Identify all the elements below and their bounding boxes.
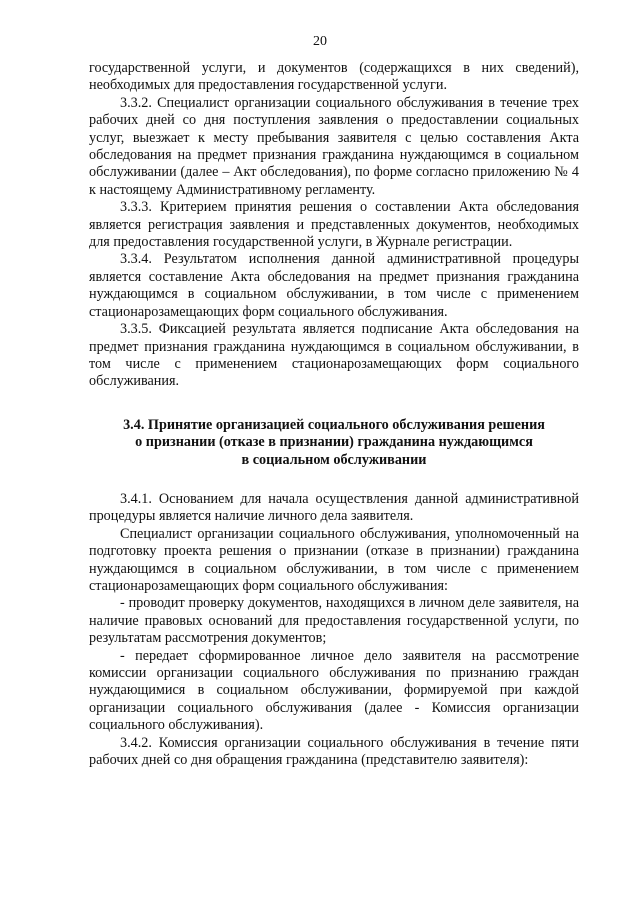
- paragraph-specialist: Специалист организации социального обслуживания, уполномоченный на подготовку проекта решения о признании (отказе в признании) гражданина нуждающимся в социальном обслуживании, в том числе с применением стационарозамещающих форм социального обслуживания:: [89, 525, 579, 594]
- section-heading-line: о признании (отказе в признании) гражданина нуждающимся: [135, 434, 533, 451]
- paragraph-3-3-4: 3.3.4. Результатом исполнения данной административной процедуры является составление Акта обследования на предмет признания гражданина нуждающимся в социальном обслуживании, в том числе с применением стационарозамещающих форм социального обслуживания.: [89, 251, 579, 320]
- page-number: 20: [313, 34, 327, 49]
- section-heading-3-4: [89, 417, 579, 469]
- paragraph-3-3-3: 3.3.3. Критерием принятия решения о составлении Акта обследования является регистрация заявления и представленных документов, необходимых для предоставления государственной услуги, в Журнале регистрации.: [89, 199, 579, 251]
- paragraph-3-3-5: 3.3.5. Фиксацией результата является подписание Акта обследования на предмет признания гражданина нуждающимся в социальном обслуживании, в том числе с применением стационарозамещающих форм социального обслуживания.: [89, 321, 579, 390]
- document-body: [89, 60, 579, 769]
- section-heading-line: в социальном обслуживании: [241, 451, 427, 468]
- paragraph-3-4-2: 3.4.2. Комиссия организации социального обслуживания в течение пяти рабочих дней со дня обращения гражданина (представителю заявителя):: [89, 734, 579, 769]
- list-item-check-documents: - проводит проверку документов, находящихся в личном деле заявителя, на наличие правовых оснований для предоставления государственной услуги, по результатам рассмотрения документов;: [89, 595, 579, 647]
- paragraph-continuation: государственной услуги, и документов (содержащихся в них сведений), необходимых для предоставления государственной услуги.: [89, 60, 579, 94]
- paragraph-3-4-1: 3.4.1. Основанием для начала осуществления данной административной процедуры является наличие личного дела заявителя.: [89, 490, 579, 525]
- section-heading-line: 3.4. Принятие организацией социального обслуживания решения: [123, 416, 545, 433]
- paragraph-3-3-2: 3.3.2. Специалист организации социального обслуживания в течение трех рабочих дней со дня поступления заявления о предоставлении социальных услуг, выезжает к месту пребывания заявителя с целью составления Акта обследования на предмет признания гражданина нуждающимся в социальном обслуживании (далее – Акт обследования), по форме согласно приложению № 4 к настоящему Административному регламенту.: [89, 94, 579, 198]
- list-item-transfer-file: - передает сформированное личное дело заявителя на рассмотрение комиссии организации социального обслуживания по признанию граждан нуждающимися в социальном обслуживании, формируемой при каждой организации социального обслуживания (далее - Комиссия организации социального обслуживания).: [89, 647, 579, 734]
